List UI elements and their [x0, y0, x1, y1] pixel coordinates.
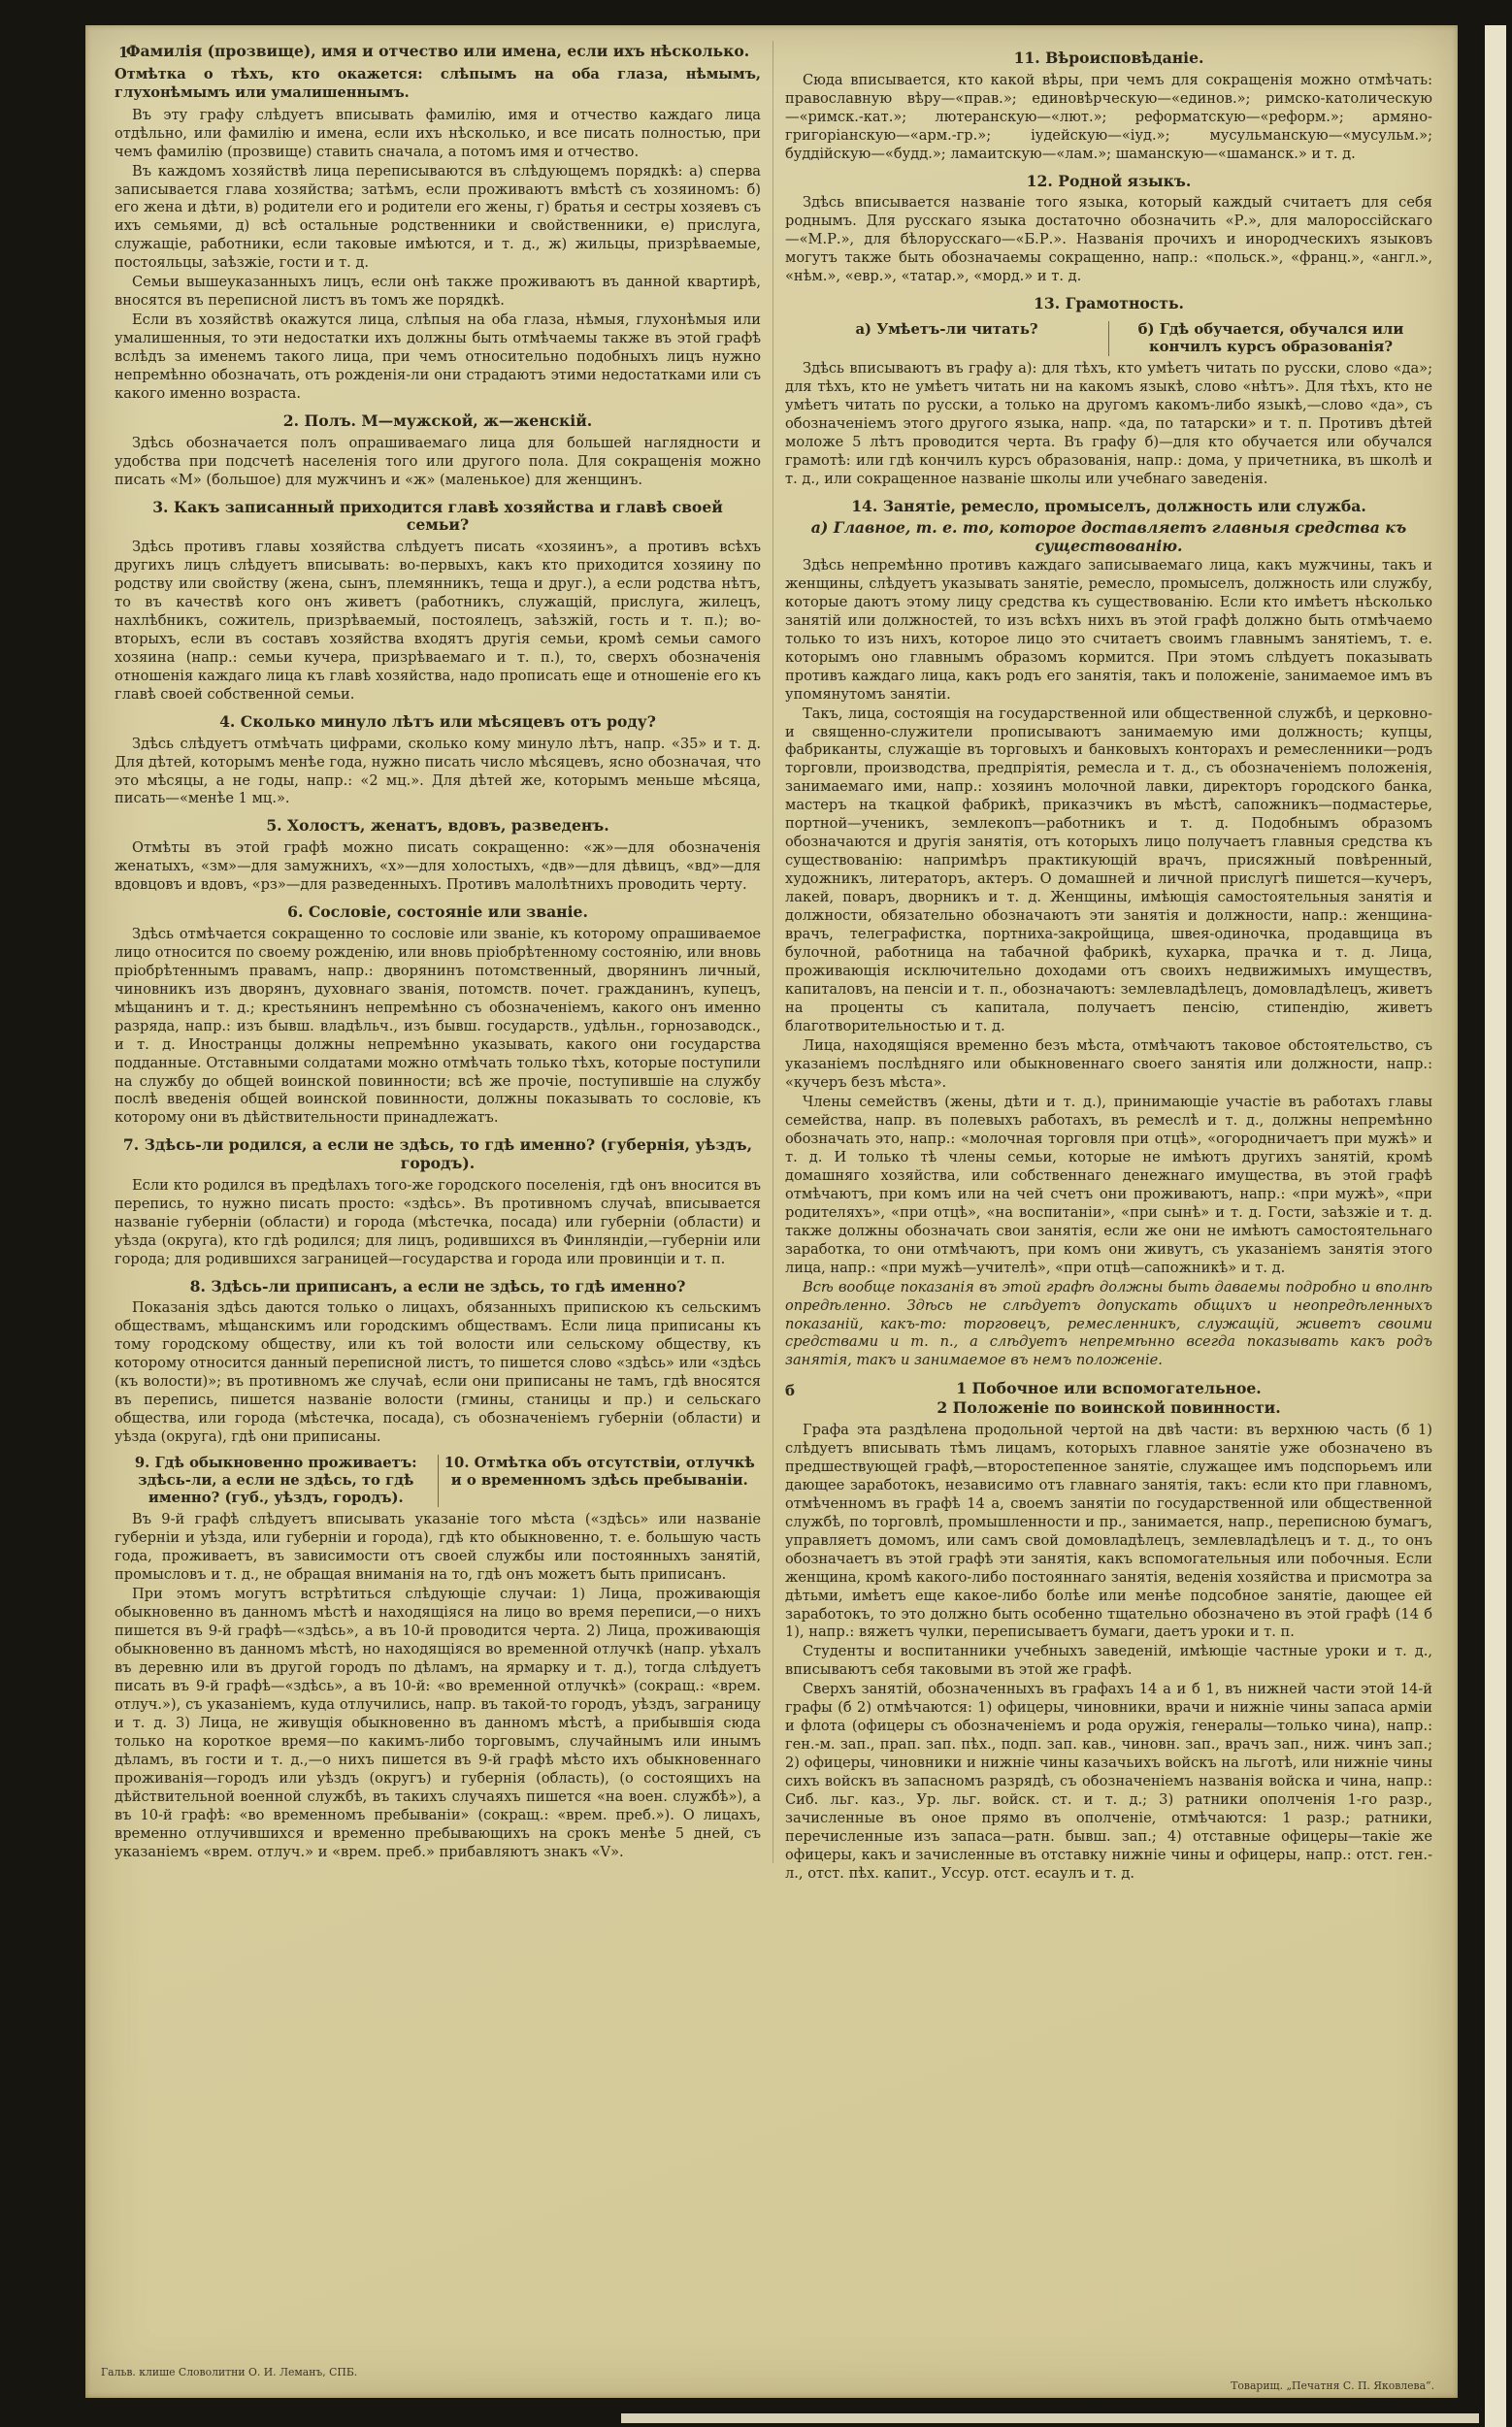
section-7-heading: 7. Здѣсь-ли родился, а если не здѣсь, то гдѣ именно? (губернія, уѣздъ, городъ). [122, 1135, 753, 1173]
s14b-p3: Сверхъ занятій, обозначенныхъ въ графахъ 14 а и б 1, въ нижней части этой 14-й графы (б 2) отмѣчаются: 1) офицеры, чиновники, врачи и нижніе чины запаса арміи и флота (офицеры съ обозначеніемъ и рода оружія, генералы—только чина), напр.: ген.-м. зап., прап. зап. пѣх., подп. зап. кав., чиновн. зап., врачъ зап., ниж. чинъ зап.; 2) офицеры, чиновники и нижніе чины казачьихъ войскъ на льготѣ, или нижніе чины сихъ войскъ въ запасномъ разрядѣ, съ обозначеніемъ названія войска и чина, напр.: Сиб. льг. каз., Ур. льг. войск. ст. и т. д.; 3) ратники ополченія 1-го разр., зачисленные въ оное прямо въ ополченіе, отмѣчаются: 1 разр.; ратники, перечисленные изъ запаса—ратн. бывш. зап.; 4) отставные офицеры—такіе же офицеры, какъ и зачисленные въ отставку нижніе чины и офицеры, напр.: отст. ген.-л., отст. пѣх. капит., Уссур. отст. есаулъ и т. д. [785, 1681, 1432, 1883]
s1-p2: Въ каждомъ хозяйствѣ лица переписываются въ слѣдующемъ порядкѣ: а) сперва записывается глава хозяйства; затѣмъ, если проживаютъ вмѣстѣ съ хозяиномъ: б) его жена и дѣти, в) родители его и родители его жены, г) братья и сестры хозяевъ съ ихъ семьями, д) всѣ остальные родственники и свойственники, е) прислуга, служащіе, работники, если таковые имѣются, и т. д., ж) жильцы, призрѣваемые, постояльцы, заѣзжіе, гости и т. д. [115, 162, 761, 272]
section-10-title: 10. Отмѣтка объ отсутствіи, отлучкѣ и о временномъ здѣсь пребываніи. [438, 1455, 762, 1507]
column-number-1: 1 [118, 44, 129, 61]
section-14b-heading-block [785, 1380, 1432, 1417]
section-11-heading: 11. Вѣроисповѣданіе. [1013, 49, 1204, 67]
s7-p1: Если кто родился въ предѣлахъ того-же городского поселенія, гдѣ онъ вносится въ перепись, то нужно писать просто: «здѣсь». Въ противномъ случаѣ, вписывается названіе губерніи (области) и города (мѣстечка, посада) или губерніи (области) и уѣзда (округа), кто гдѣ родился; для лицъ, родившихся въ Финляндіи,—губерніи или города; для родившихся заграницей—государства и города или провинціи и т. п. [115, 1176, 761, 1267]
left-column [103, 41, 773, 1863]
s3-p1: Здѣсь противъ главы хозяйства слѣдуетъ писать «хозяинъ», а противъ всѣхъ другихъ лицъ слѣдуетъ вписывать: во-первыхъ, какъ кто приходится хозяину по родству или свойству (жена, сынъ, племянникъ, теща и друг.), а если родства нѣтъ, то въ качествѣ кого онъ живетъ (работникъ, служащій, прислуга, жилецъ, нахлѣбникъ, сожитель, призрѣваемый, постоялецъ, заѣзжій, гость и т. п.); во-вторыхъ, если въ составъ хозяйства входятъ другія семьи, кромѣ семьи самого хозяина (напр.: семьи кучера, призрѣваемаго и т. п.), то, сверхъ обозначенія отношенія каждаго лица къ главѣ хозяйства, надо прописать еще и отношеніе его къ главѣ своей собственной семьи. [115, 539, 761, 703]
section-1-note: Отмѣтка о тѣхъ, кто окажется: слѣпымъ на оба глаза, нѣмымъ, глухонѣмымъ или умалишеннымъ. [115, 65, 761, 101]
scan-edge-strip [1485, 25, 1506, 2427]
s5-p1: Отмѣты въ этой графѣ можно писать сокращенно: «ж»—для обозначенія женатыхъ, «зм»—для замужнихъ, «х»—для холостыхъ, «дв»—для дѣвицъ, «вд»—для вдовцовъ и вдовъ, «рз»—для разведенныхъ. Противъ малолѣтнихъ проводить черту. [115, 839, 761, 894]
section-12-heading: 12. Родной языкъ. [1026, 171, 1192, 190]
section-14b2-title: 2 Положеніе по воинской повинности. [937, 1398, 1281, 1418]
s14-p4: Члены семействъ (жены, дѣти и т. д.), принимающіе участіе въ работахъ главы семейства, напр. въ полевыхъ работахъ, въ ремеслѣ и т. д., должны непремѣнно обозначать это, напр.: «молочная торговля при отцѣ», «огородничаетъ при мужѣ» и т. д. И только тѣ члены семьи, которые не имѣютъ другихъ занятій, кромѣ домашняго хозяйства, или собственнаго денежнаго имущества, въ этой графѣ отмѣчаютъ, при комъ или на чей счетъ они проживаютъ, напр.: «при мужѣ», «при родителяхъ», «при отцѣ», «на воспитаніи», «при сынѣ» и т. д. Гости, заѣзжіе и т. д. также должны обозначать свои занятія, если же они не имѣютъ самостоятельнаго заработка, то они отмѣчаютъ, при комъ они живутъ, съ указаніемъ занятія этого лица, напр.: «при мужѣ—учителѣ», «при отцѣ—сапожникѣ» и т. д. [785, 1093, 1432, 1276]
imprint-row [101, 2366, 1434, 2392]
section-13-heading: 13. Грамотность. [1034, 294, 1184, 313]
s13-p1: Здѣсь вписываютъ въ графу а): для тѣхъ, кто умѣетъ читать по русски, слово «да»; для тѣхъ, кто не умѣетъ читать ни на какомъ языкѣ, слово «нѣтъ». Для тѣхъ, кто не умѣетъ читать по русски, а только на другомъ какомъ-либо языкѣ,—слово «да», съ обозначеніемъ этого другого языка, напр. «да, по татарски» и т. п. Противъ дѣтей моложе 5 лѣтъ проводится черта. Въ графу б)—для кто обучается или обучался грамотѣ: или гдѣ кончилъ курсъ образованія, напр.: дома, у причетника, въ школѣ и т. д., или сокращенное названіе школы или учебнаго заведенія. [785, 359, 1432, 487]
s1-p3: Семьи вышеуказанныхъ лицъ, если онѣ также проживаютъ въ данной квартирѣ, вносятся въ переписной листъ въ томъ же порядкѣ. [115, 274, 761, 310]
section-13-subheading-row [785, 321, 1432, 356]
section-3-heading: 3. Какъ записанный приходится главѣ хозяйства и главѣ своей семьи? [152, 497, 723, 535]
s4-p1: Здѣсь слѣдуетъ отмѣчать цифрами, сколько кому минуло лѣтъ, напр. «35» и т. д. Для дѣтей, которымъ менѣе года, нужно писать число мѣсяцевъ, ясно обозначая, что это мѣсяцы, а не годы, напр.: «2 мц.». Для дѣтей же, которымъ меньше мѣсяца, писать—«менѣе 1 мц.». [115, 735, 761, 807]
imprint-right: Товарищ. „Печатня С. П. Яковлева“. [1231, 2379, 1434, 2392]
s1-p1: Въ эту графу слѣдуетъ вписывать фамилію, имя и отчество каждаго лица отдѣльно, или фамилію и имена, если ихъ нѣсколько, и все писать полностью, при чемъ фамилію (прозвище) ставить сначала, а потомъ имя и отчество. [115, 106, 761, 160]
section-4-heading: 4. Сколько минуло лѣтъ или мѣсяцевъ отъ роду? [219, 711, 656, 731]
section-9-10-heading-row [115, 1455, 761, 1507]
s12-p1: Здѣсь вписывается названіе того языка, который каждый считаетъ для себя роднымъ. Для русскаго языка достаточно обозначить «Р.», для малороссійскаго—«М.Р.», для бѣлорусскаго—«Б.Р.». Названія прочихъ и инородческихъ языковъ могутъ также быть обозначаемы сокращенно, напр.: «польск.», «франц.», «англ.», «нѣм.», «евр.», «татар.», «морд.» и т. д. [785, 194, 1432, 285]
section-9-title: 9. Гдѣ обыкновенно проживаетъ: здѣсь-ли, а если не здѣсь, то гдѣ именно? (губ., уѣздъ, городъ). [134, 1455, 417, 1507]
section-14a-heading: а) Главное, т. е. то, которое доставляетъ главныя средства къ существованію. [810, 518, 1407, 556]
section-13b-title: б) Гдѣ обучается, обучался или кончилъ курсъ образованія? [1108, 321, 1432, 356]
section-14-heading: 14. Занятіе, ремесло, промыселъ, должность или служба. [851, 496, 1366, 515]
s9-10-p1: Въ 9-й графѣ слѣдуетъ вписывать указаніе того мѣста («здѣсь» или названіе губерніи и уѣзда, или губерніи и города), гдѣ кто обыкновенно, т. е. большую часть года, проживаетъ, въ зависимости отъ своей службы или постоянныхъ занятій, промысловъ и т. д., не обращая вниманія на то, гдѣ онъ можетъ быть приписанъ. [115, 1511, 761, 1584]
s14b-p1: Графа эта раздѣлена продольной чертой на двѣ части: въ верхнюю часть (б 1) слѣдуетъ вписывать тѣмъ лицамъ, которыхъ главное занятіе уже обозначено въ предшествующей графѣ,—второстепенное занятіе, служащее имъ подспорьемъ или дающее заработокъ, независимо отъ главнаго занятія, такъ: если кто при главномъ, отмѣченномъ въ графѣ 14 а, своемъ занятіи по государственной или общественной службѣ, по торговлѣ, промышленности и пр., занимается, напр., переписною бумагъ, управляетъ домомъ, или самъ свой домовладѣлецъ, землевладѣлецъ и т. д., то онъ обозначаетъ въ этой графѣ эти занятія, какъ вспомогательныя или побочныя. Если женщина, кромѣ какого-либо постояннаго занятія, веденія хозяйства и присмотра за дѣтьми, имѣетъ еще какое-либо болѣе или менѣе подсобное занятіе, дающее ей заработокъ, то это должно быть особенно тщательно обозначено въ этой графѣ (14 б 1), напр.: вяжетъ чулки, переписываетъ бумаги, даетъ уроки и т. п. [785, 1421, 1432, 1641]
section-5-heading: 5. Холостъ, женатъ, вдовъ, разведенъ. [266, 816, 609, 836]
section-13a-title: а) Умѣетъ-ли читать? [855, 320, 1038, 338]
section-8-heading: 8. Здѣсь-ли приписанъ, а если не здѣсь, то гдѣ именно? [189, 1276, 686, 1295]
s14-p1: Здѣсь непремѣнно противъ каждаго записываемаго лица, какъ мужчины, такъ и женщины, слѣдуетъ указывать занятіе, ремесло, промыселъ, должность или службу, которые даютъ этому лицу средства къ существованію. Если кто имѣетъ нѣсколько занятій или должностей, то изъ всѣхъ нихъ въ этой графѣ должно быть отмѣчаемо только то изъ нихъ, которое лицо это считаетъ своимъ главнымъ занятіемъ, т. е. которымъ оно главнымъ образомъ кормится. При этомъ слѣдуетъ показывать противъ каждаго лица, какъ родъ его занятія, такъ и положеніе, занимаемое имъ въ упомянутомъ занятіи. [785, 556, 1432, 703]
section-14b-label: б [785, 1382, 796, 1400]
section-2-heading: 2. Полъ. М—мужской, ж—женскій. [282, 411, 593, 431]
s11-p1: Сюда вписывается, кто какой вѣры, при чемъ для сокращенія можно отмѣчать: православную вѣру—«прав.»; единовѣрческую—«единов.»; римско-католическую—«римск.-кат.»; лютеранскую—«лют.»; реформатскую—«реформ.»; армяно-григоріанскую—«арм.-гр.»; іудейскую—«іуд.»; мусульманскую—«мусульм.»; буддійскую—«будд.»; ламаитскую—«лам.»; шаманскую—«шаманск.» и т. д. [785, 71, 1432, 162]
s1-p4: Если въ хозяйствѣ окажутся лица, слѣпыя на оба глаза, нѣмыя, глухонѣмыя или умалишенныя, то эти недостатки ихъ должны быть отмѣчаемы также въ этой графѣ вслѣдъ за именемъ такого лица, при чемъ относительно подобныхъ лицъ нужно непремѣнно обозначать, отъ рожденія-ли они страдаютъ этими недостатками или съ какого именно возраста. [115, 312, 761, 403]
section-1-heading [118, 42, 753, 61]
section-14b1-title: 1 Побочное или вспомогательное. [956, 1379, 1262, 1398]
document-page [85, 25, 1458, 2398]
section-1-title: Фамилія (прозвище), имя и отчество или имена, если ихъ нѣсколько. [125, 42, 750, 60]
scan-edge-strip-bottom [621, 2413, 1479, 2423]
s8-p1: Показанія здѣсь даются только о лицахъ, обязанныхъ припискою къ сельскимъ обществамъ, мѣщанскимъ или городскимъ обществамъ. Если лица приписаны къ тому городскому обществу, или къ той волости или сельскому обществу, къ которому относится данный переписной листъ, то пишется слово «здѣсь» или «здѣсь (къ волости)»; въ противномъ же случаѣ, если они приписаны не тамъ, гдѣ вносятся въ перепись, пишется названіе волости (гмины, станицы и пр.) и сельскаго общества, или города (мѣстечка, посада), съ обозначеніемъ губерніи (области) и уѣзда (округа), гдѣ они приписаны. [115, 1299, 761, 1446]
right-column [773, 41, 1444, 1885]
s2-p1: Здѣсь обозначается полъ опрашиваемаго лица для большей наглядности и удобства при подсчетѣ населенія того или другого пола. Для сокращенія можно писать «М» (большое) для мужчинъ и «ж» (маленькое) для женщинъ. [115, 434, 761, 488]
imprint-left: Гальв. клише Словолитни О. И. Леманъ, СПБ. [101, 2366, 358, 2378]
section-6-heading: 6. Сословіе, состояніе или званіе. [287, 902, 588, 922]
two-column-layout [103, 41, 1444, 1885]
s9-10-p2: При этомъ могутъ встрѣтиться слѣдующіе случаи: 1) Лица, проживающія обыкновенно въ данномъ мѣстѣ и находящіяся на лицо во время переписи,—о нихъ пишется въ 9-й графѣ—«здѣсь», а въ 10-й проводится черта. 2) Лица, проживающія обыкновенно въ данномъ мѣстѣ, но находящіяся во временной отлучкѣ (напр. уѣхалъ въ деревню или въ другой городъ по дѣламъ, на ярмарку и т. д.), тогда слѣдуетъ писать въ 9-й графѣ—«здѣсь», а въ 10-й: «во временной отлучкѣ» (сокращ.: «врем. отлуч.»), съ указаніемъ, куда отлучились, напр. въ такой-то городъ, уѣздъ, заграницу и т. д. 3) Лица, не живущія обыкновенно въ данномъ мѣстѣ, а прибывшія сюда только на короткое время—по какимъ-либо торговымъ, случайнымъ или инымъ дѣламъ, въ гости и т. д.,—о нихъ пишется въ 9-й графѣ мѣсто ихъ обыкновеннаго проживанія—городъ или уѣздъ (округъ) и губернія (область), (о состоящихъ на дѣйствительной военной службѣ, въ такихъ случаяхъ пишется «на воен. службѣ»), а въ 10-й графѣ: «во временномъ пребываніи» (сокращ.: «врем. преб.»). О лицахъ, временно отлучившихся и временно пребывающихъ на срокъ менѣе 5 дней, съ указаніемъ «врем. отлуч.» и «врем. преб.» прибавляютъ знакъ «V». [115, 1586, 761, 1860]
s6-p1: Здѣсь отмѣчается сокращенно то сословіе или званіе, къ которому опрашиваемое лицо относится по своему рожденію, или вновь пріобрѣтенному состоянію, или вновь пріобрѣтеннымъ правамъ, напр.: дворянинъ потомственный, дворянинъ личный, чиновникъ изъ дворянъ, духовнаго званія, потомств. почет. гражданинъ, купецъ, мѣщанинъ и т. д.; крестьянинъ непремѣнно съ обозначеніемъ, какого онъ именно разряда, напр.: изъ бывш. владѣльч., изъ бывш. государств., удѣльн., горнозаводск., и т. д. Иностранцы должны непремѣнно указывать, какого они государства подданные. Отставными солдатами можно отмѣчать только тѣхъ, которые поступили на службу до общей воинской повинности; всѣ же прочіе, поступившіе на службу послѣ введенія общей воинской повинности, должны показывать то сословіе, къ которому они въ дѣйствительности принадлежатъ. [115, 925, 761, 1127]
s14-p2: Такъ, лица, состоящія на государственной или общественной службѣ, и церковно- и священно-служители прописываютъ занимаемую ими должность; купцы, фабриканты, служащіе въ торговыхъ и банковыхъ конторахъ и ремесленники—родъ торговли, производства, предпріятія, ремесла и т. д., съ обозначеніемъ положенія, занимаемаго ими, напр.: хозяинъ молочной лавки, директоръ городского банка, мастеръ на ткацкой фабрикѣ, приказчикъ въ мѣстѣ, сапожникъ—подмастерье, портной—ученикъ, землекопъ—работникъ и т. д. Подобнымъ образомъ обозначаются и другія занятія, отъ которыхъ лицо получаетъ главныя средства къ существованію: напримѣръ практикующій врачъ, присяжный повѣренный, художникъ, литераторъ, актеръ. О домашней и личной прислугѣ пишется—кучеръ, лакей, поваръ, дворникъ и т. д. Женщины, имѣющія самостоятельныя занятія и должности, обязательно обозначаютъ эти занятія и должности, напр.: женщина-врачъ, телеграфистка, портниха-закройщица, швея-одиночка, продавщица въ булочной, работница на табачной фабрикѣ, кухарка, прачка и т. д. Лица, проживающія исключительно доходами отъ своихъ недвижимыхъ имуществъ, капиталовъ, на пенсіи и т. п., обозначаютъ: землевладѣлецъ, домовладѣлецъ, живетъ на проценты съ капитала, получаетъ пенсію, стипендію, живетъ благотворительностью и т. д. [785, 705, 1432, 1034]
s14b-p2: Студенты и воспитанники учебныхъ заведеній, имѣющіе частные уроки и т. д., вписываютъ себя таковыми въ этой же графѣ. [785, 1643, 1432, 1679]
s14-p5: Всѣ вообще показанія въ этой графѣ должны быть даваемы подробно и вполнѣ опредѣленно. Здѣсь не слѣдуетъ допускать общихъ и неопредѣленныхъ показаній, какъ-то: торговецъ, ремесленникъ, служащій, живетъ своими средствами и т. п., а слѣдуетъ непремѣнно всегда показывать какъ родъ занятія, такъ и занимаемое въ немъ положеніе. [785, 1278, 1432, 1369]
s14-p3: Лица, находящіяся временно безъ мѣста, отмѣчаютъ таковое обстоятельство, съ указаніемъ послѣдняго или обыкновеннаго своего занятія или должности, напр.: «кучеръ безъ мѣста». [785, 1036, 1432, 1091]
